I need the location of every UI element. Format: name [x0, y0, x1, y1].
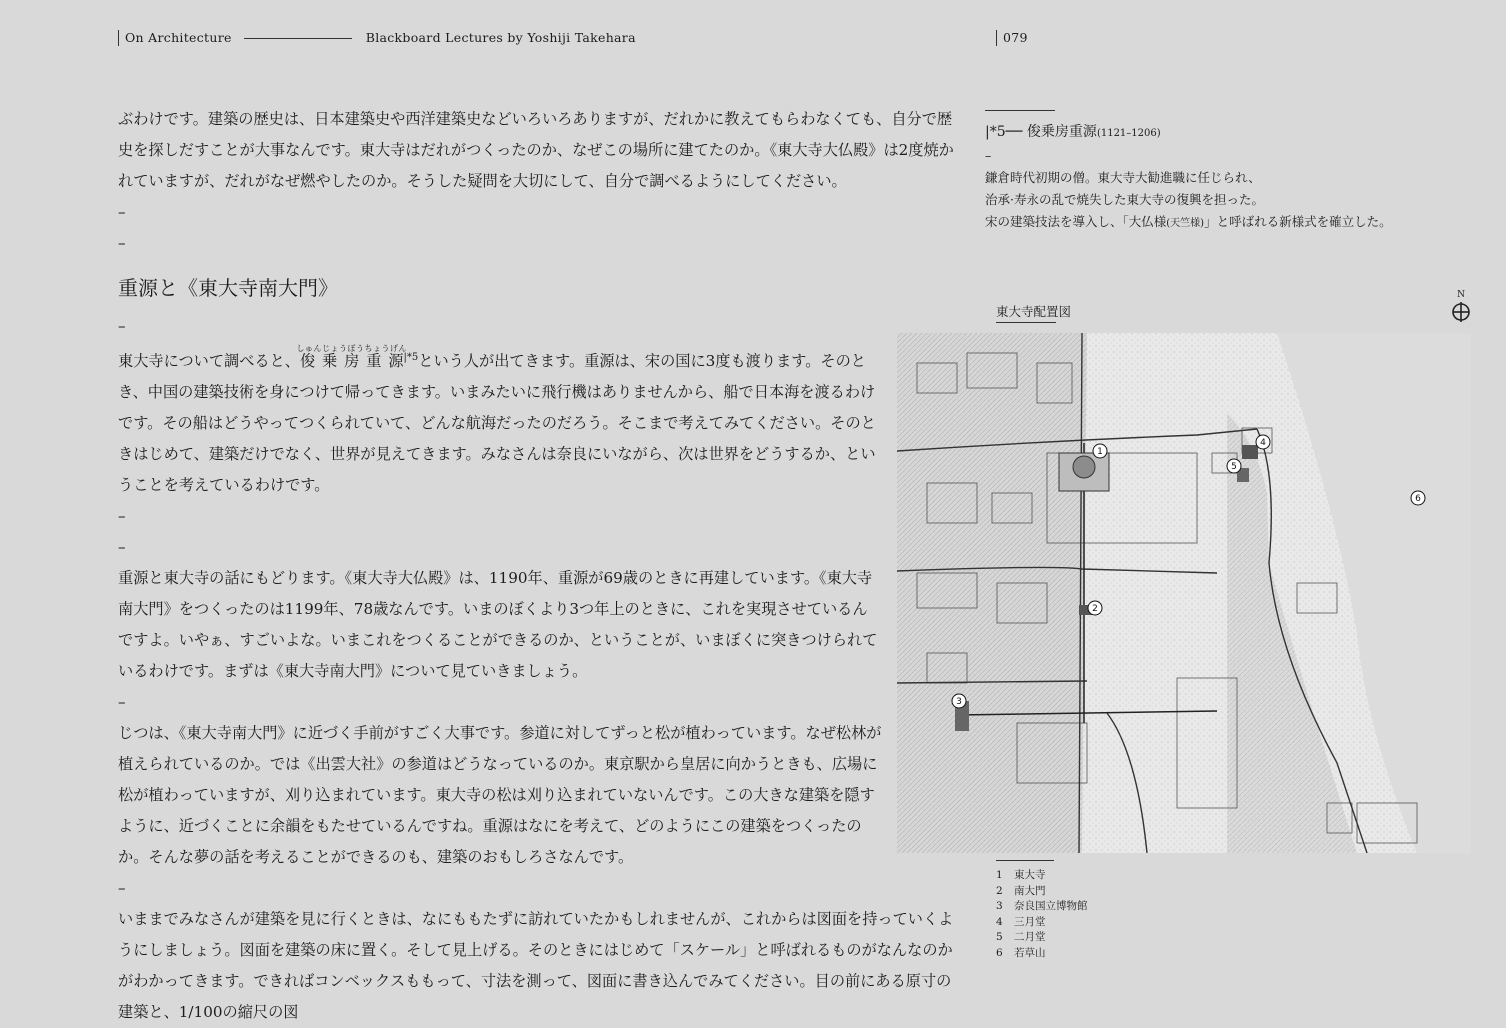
legend-item	[996, 946, 1088, 962]
note-line-3-small: (天竺様)	[1166, 218, 1205, 229]
svg-text:5: 5	[1231, 462, 1237, 472]
header-rule	[244, 38, 352, 39]
compass-icon	[1451, 302, 1471, 322]
map-marker-1	[1093, 444, 1107, 458]
paragraph-4: じつは、《東大寺南大門》に近づく手前がすごく大事です。参道に対してずっと松が植わっています。なぜ松林が植えられているのか。では《出雲大社》の参道はどうなっているのか。東京駅から皇居に向かうときも、広場に松が植わっていますが、刈り込まれています。東大寺の松は刈り込まれていないんです。この大きな建築を隠すように、近づくことに余韻をもたせているんですね。重源はなにを考えて、どのようにこの建築をつくったのか。そんな夢の話を考えることができるのも、建築のおもしろさなんです。	[118, 724, 882, 867]
legend-num: 6	[996, 946, 1003, 959]
note-line-1: 鎌倉時代初期の僧。東大寺大勧進職に任じられ、	[985, 170, 1261, 185]
site-map	[897, 333, 1471, 853]
north-label: N	[1457, 290, 1465, 300]
header-bar	[118, 30, 119, 46]
svg-text:6: 6	[1415, 494, 1421, 504]
note-years: (1121–1206)	[1096, 128, 1161, 139]
note-title-text: |*5── 俊乗房重源	[985, 124, 1097, 140]
dash-separator: –	[118, 879, 126, 898]
dash-separator: –	[118, 317, 126, 335]
map-legend	[996, 868, 1088, 961]
page-number: 079	[1003, 30, 1028, 45]
paragraph-1: ぶわけです。建築の歴史は、日本建築史や西洋建築史などいろいろありますが、だれかに教えてもらわなくても、自分で歴史を探しだすことが大事なんです。東大寺はだれがつくったのか、なぜこの場所に建てたのか。《東大寺大仏殿》は2度焼かれていますが、だれがなぜ燃やしたのか。そうした疑問を大切にして、自分で調べるようにしてください。	[118, 110, 954, 190]
map-marker-6	[1411, 491, 1425, 505]
paragraph-2-pre: 東大寺について調べると、	[118, 352, 300, 371]
legend-item	[996, 899, 1088, 915]
dash-separator: –	[118, 538, 126, 557]
note-dash: –	[985, 148, 992, 163]
main-text	[118, 104, 966, 1028]
note-line-2: 治承·寿永の乱で焼失した東大寺の復興を担った。	[985, 192, 1264, 207]
legend-name: 若草山	[1014, 946, 1046, 959]
header-bar	[996, 30, 997, 46]
section-heading: 重源と《東大寺南大門》	[118, 276, 338, 300]
map-label: 東大寺配置図	[996, 304, 1072, 319]
svg-text:2: 2	[1092, 604, 1098, 614]
legend-num: 3	[996, 900, 1003, 912]
map-marker-3	[952, 694, 966, 708]
legend-num: 5	[996, 931, 1003, 943]
paragraph-2	[118, 342, 882, 501]
map-drawing	[897, 333, 1471, 853]
side-note	[985, 110, 1425, 235]
legend-name: 奈良国立博物館	[1014, 900, 1088, 912]
map-marker-2	[1088, 601, 1102, 615]
svg-text:4: 4	[1260, 438, 1266, 448]
note-title	[985, 121, 1425, 145]
dash-separator: –	[118, 203, 126, 221]
legend-item	[996, 930, 1088, 946]
note-line-3-post: 」と呼ばれる新様式を確立した。	[1204, 214, 1392, 229]
book-subtitle: Blackboard Lectures by Yoshiji Takehara	[365, 30, 636, 45]
dash-separator: –	[118, 507, 126, 526]
running-header-left	[118, 30, 636, 46]
legend-num: 2	[996, 884, 1003, 897]
footnote-ref: |*5	[403, 352, 419, 363]
legend-item	[996, 868, 1088, 884]
note-line-3	[985, 211, 1425, 235]
legend-num: 1	[996, 869, 1003, 881]
note-line-3-pre: 宋の建築技法を導入し、「大仏様	[985, 214, 1167, 229]
ruby-reading: しゅんじょうぼうちょうげん	[296, 344, 407, 354]
dash-separator: –	[118, 693, 126, 712]
map-label-rule	[996, 322, 1056, 323]
book-title: On Architecture	[125, 30, 232, 45]
ruby-name	[296, 344, 407, 371]
legend-item	[996, 884, 1088, 900]
legend-item	[996, 915, 1088, 931]
paragraph-5: いままでみなさんが建築を見に行くときは、なにももたずに訪れていたかもしれませんが、これからは図面を持っていくようにしましょう。図面を建築の床に置く。そして見上げる。そのときにはじめて「スケール」と呼ばれるものがなんなのかがわかってきます。できればコンベックスももって、寸法を測って、図面に書き込んでみてください。目の前にある原寸の建築と、1/100の縮尺の図	[118, 910, 954, 1022]
legend-name: 東大寺	[1014, 869, 1046, 881]
legend-rule	[996, 860, 1054, 861]
paragraph-3: 重源と東大寺の話にもどります。《東大寺大仏殿》は、1190年、重源が69歳のときに再建しています。《東大寺南大門》をつくったのは1199年、78歳なんです。いまのぼくより3つ年上のときに、これを実現させているんですよ。いやぁ、すごいよな。いまこれをつくることができるのか、ということが、いまぼくに突きつけられているわけです。まずは《東大寺南大門》について見ていきましょう。	[118, 569, 878, 681]
dash-separator: –	[118, 234, 126, 252]
legend-name: 三月堂	[1014, 915, 1046, 928]
ruby-base: 俊乗房重源	[296, 352, 407, 371]
legend-name: 二月堂	[1014, 931, 1046, 943]
legend-num: 4	[996, 915, 1003, 928]
running-header-right	[996, 30, 1028, 46]
note-rule	[985, 110, 1055, 111]
north-arrow-icon	[1448, 290, 1474, 322]
paragraph-2-post: という人が出てきます。重源は、宋の国に3度も渡ります。そのとき、中国の建築技術を身につけて帰ってきます。いまみたいに飛行機はありませんから、船で日本海を渡るわけです。その船はどうやってつくられていて、どんな航海だったのだろう。そこまで考えてみてください。そのときはじめて、建築だけでなく、世界が見えてきます。みなさんは奈良にいながら、次は世界をどうするか、ということを考えているわけです。	[118, 352, 876, 495]
legend-name: 南大門	[1014, 884, 1046, 897]
svg-text:3: 3	[956, 697, 962, 707]
map-marker-4	[1256, 435, 1270, 449]
map-marker-5	[1227, 459, 1241, 473]
svg-text:1: 1	[1097, 447, 1103, 457]
